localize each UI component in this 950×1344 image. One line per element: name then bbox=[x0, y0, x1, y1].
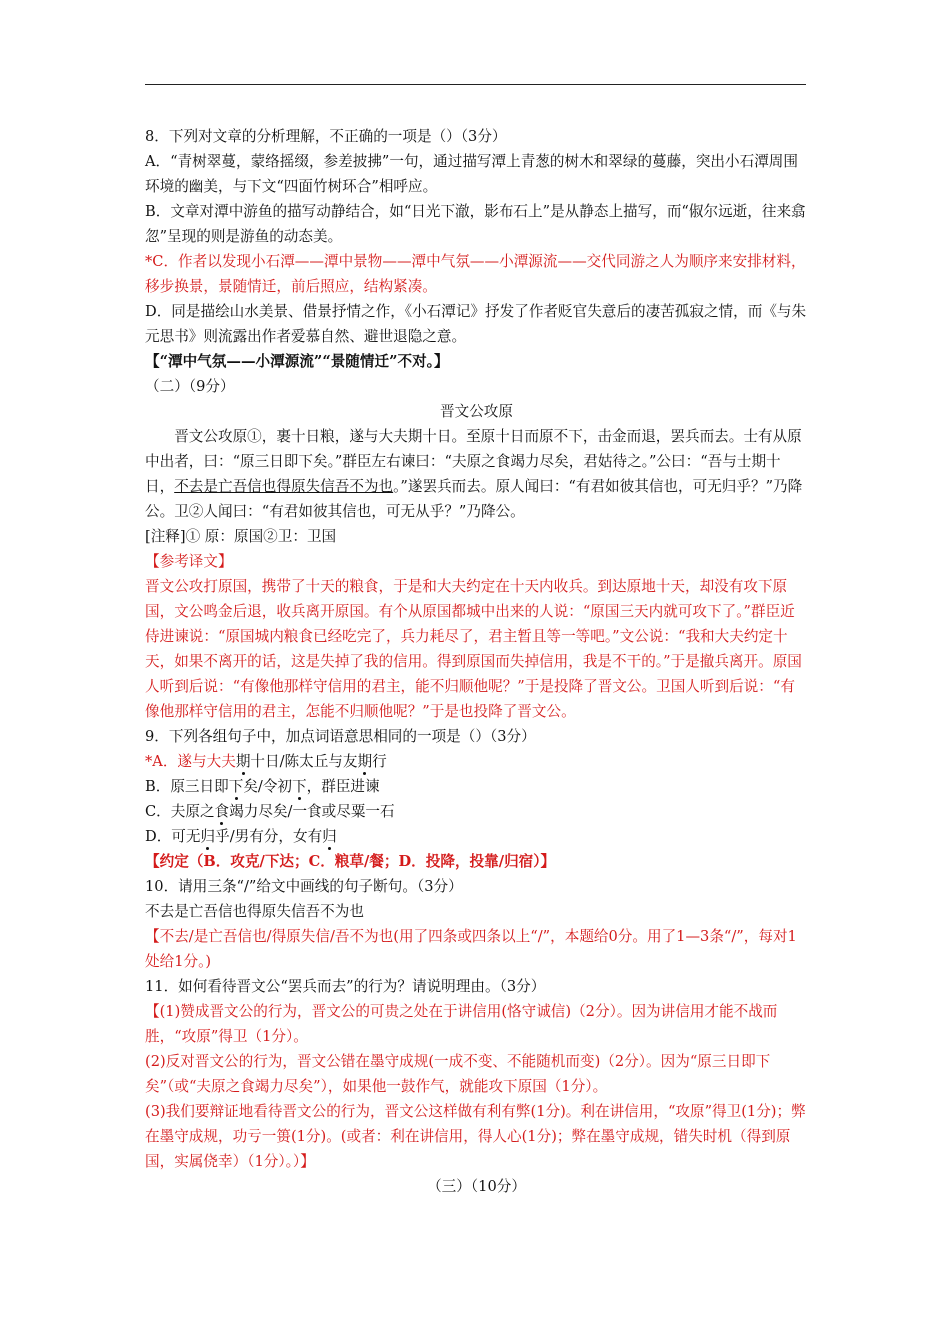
q9-answer: 【约定（B．攻克/下达；C．粮草/餐；D．投降，投靠/归宿）】 bbox=[145, 853, 556, 870]
q11-answer-2: (2)反对晋文公的行为，晋文公错在墨守成规(一成不变、不能随机而变)（2分）。因为“原三日即下矣”（或“夫原之食竭力尽矣”），如果他一鼓作气，就能攻下原国（1分）。 bbox=[145, 1053, 771, 1095]
passage-title: 晋文公攻原 bbox=[440, 403, 513, 420]
q8-option-c: *C．作者以发现小石潭——潭中景物——潭中气氛——小潭源流——交代同游之人为顺序来安排材料，移步换景，景随情迁，前后照应，结构紧凑。 bbox=[145, 253, 806, 295]
q9-b-dotted-word-2: 下 bbox=[292, 778, 307, 795]
q8-option-b: B．文章对潭中游鱼的描写动静结合，如“日光下澈，影布石上”是从静态上描写，而“俶尔远逝，往来翕忽”呈现的则是游鱼的动态美。 bbox=[145, 203, 806, 245]
q9-b-dotted-word: 下 bbox=[228, 778, 244, 795]
q11-stem: 11．如何看待晋文公“罢兵而去”的行为？请说明理由。（3分） bbox=[145, 978, 546, 995]
section2-header: （二）（9分） bbox=[145, 378, 235, 395]
q8-option-d: D．同是描绘山水美景、借景抒情之作，《小石潭记》抒发了作者贬官失意后的凄苦孤寂之情，而《与朱元思书》则流露出作者爱慕自然、避世退隐之意。 bbox=[145, 303, 807, 345]
q9-d-dotted-word: 归 bbox=[200, 828, 216, 845]
q10-sentence: 不去是亡吾信也得原失信吾不为也 bbox=[145, 903, 364, 920]
q9-c-dotted-word: 食 bbox=[214, 803, 230, 820]
translation-text: 晋文公攻打原国，携带了十天的粮食，于是和大夫约定在十天内收兵。到达原地十天，却没有攻下原国，文公鸣金后退，收兵离开原国。有个从原国都城中出来的人说：“原国三天内就可攻下了。”群臣近侍进谏说：“原国城内粮食已经吃完了，兵力耗尽了，君主暂且等一等吧。”文公说：“我和大夫约定十天，如果不离开的话，这是失掉了我的信用。得到原国而失掉信用，我是不干的。”于是撤兵离开。原国人听到后说：“有像他那样守信用的君主，能不归顺他呢？”于是投降了晋文公。卫国人听到后说：“有像他那样守信用的君主，怎能不归顺他呢？”于是也投降了晋文公。 bbox=[145, 578, 802, 720]
q9-option-d bbox=[145, 824, 808, 849]
passage-part-2: 。”遂罢兵而去。原人闻曰：“有君如彼其信也，可无归乎？”乃降公。卫②人闻曰：“有君如彼其信也，可无从乎？”乃降公。 bbox=[145, 478, 803, 520]
q9-option-a bbox=[145, 749, 808, 774]
q9-a-middle: 十日/陈太丘与友 bbox=[250, 753, 358, 770]
q8-option-a: A．“青树翠蔓，蒙络摇缀，参差披拂”一句，通过描写潭上青葱的树木和翠绿的蔓藤，突出小石潭周围环境的幽美，与下文“四面竹树环合”相呼应。 bbox=[145, 153, 798, 195]
q9-d-middle: 乎/男有分，女有 bbox=[215, 828, 323, 845]
q8-answer: 【“潭中气氛——小潭源流”“景随情迁”不对。】 bbox=[145, 353, 449, 370]
q9-option-c bbox=[145, 799, 808, 824]
header-rule bbox=[145, 84, 806, 85]
q9-d-prefix: D．可无 bbox=[145, 828, 201, 845]
passage-text bbox=[145, 424, 808, 524]
q10-stem: 10．请用三条“/”给文中画线的句子断句。（3分） bbox=[145, 878, 463, 895]
document-body bbox=[145, 124, 808, 1199]
q9-a-prefix: *A．遂与大夫 bbox=[145, 753, 236, 770]
q8-stem: 8．下列对文章的分析理解，不正确的一项是（）（3分） bbox=[145, 128, 507, 145]
q9-c-prefix: C．夫原之 bbox=[145, 803, 215, 820]
q11-answer-3: (3)我们要辩证地看待晋文公的行为，晋文公这样做有利有弊(1分)。利在讲信用，“攻原”得卫(1分)；弊在墨守成规，功亏一篑(1分)。(或者：利在讲信用，得人心(1分)；弊在墨守成规，错失时机（得到原国，实属侥幸）（1分）。）】 bbox=[145, 1103, 806, 1170]
passage-part-1: 晋文公攻原①，裹十日粮，遂与大夫期十日。至原十日而原不下，击金而退，罢兵而去。士有从原中出者，曰：“原三日即下矣。”群臣左右谏曰：“夫原之食竭力尽矣，君姑待之。”公曰：“吾与士期十日， bbox=[145, 428, 802, 495]
q10-answer: 【不去/是亡吾信也/得原失信/吾不为也(用了四条或四条以上“/”，本题给0分。用了1—3条“/”，每对1处给1分。) bbox=[145, 928, 797, 970]
q9-b-end: ，群臣进谏 bbox=[306, 778, 380, 795]
passage-note: [注释]① 原：原国②卫：卫国 bbox=[145, 528, 337, 545]
q9-d-dotted-word-2: 归 bbox=[322, 828, 337, 845]
q9-c-middle: 竭力尽矣/一食或尽粟一石 bbox=[229, 803, 395, 820]
section3-header: （三）（10分） bbox=[427, 1178, 526, 1195]
q9-a-dotted-word: 期 bbox=[235, 753, 251, 770]
translation-label: 【参考译文】 bbox=[145, 553, 233, 570]
passage-underlined-sentence: 不去是亡吾信也得原失信吾不为也 bbox=[174, 478, 394, 495]
q9-stem: 9．下列各组句子中，加点词语意思相同的一项是（）（3分） bbox=[145, 728, 536, 745]
q9-b-middle: 矣/令初 bbox=[243, 778, 293, 795]
q11-answer-1: 【(1)赞成晋文公的行为，晋文公的可贵之处在于讲信用(恪守诚信)（2分）。因为讲信用才能不战而胜，“攻原”得卫（1分）。 bbox=[145, 1003, 778, 1045]
q9-a-end: 行 bbox=[372, 753, 387, 770]
q9-a-dotted-word-2: 期 bbox=[357, 753, 373, 770]
q9-option-b bbox=[145, 774, 808, 799]
q9-b-prefix: B．原三日即 bbox=[145, 778, 229, 795]
